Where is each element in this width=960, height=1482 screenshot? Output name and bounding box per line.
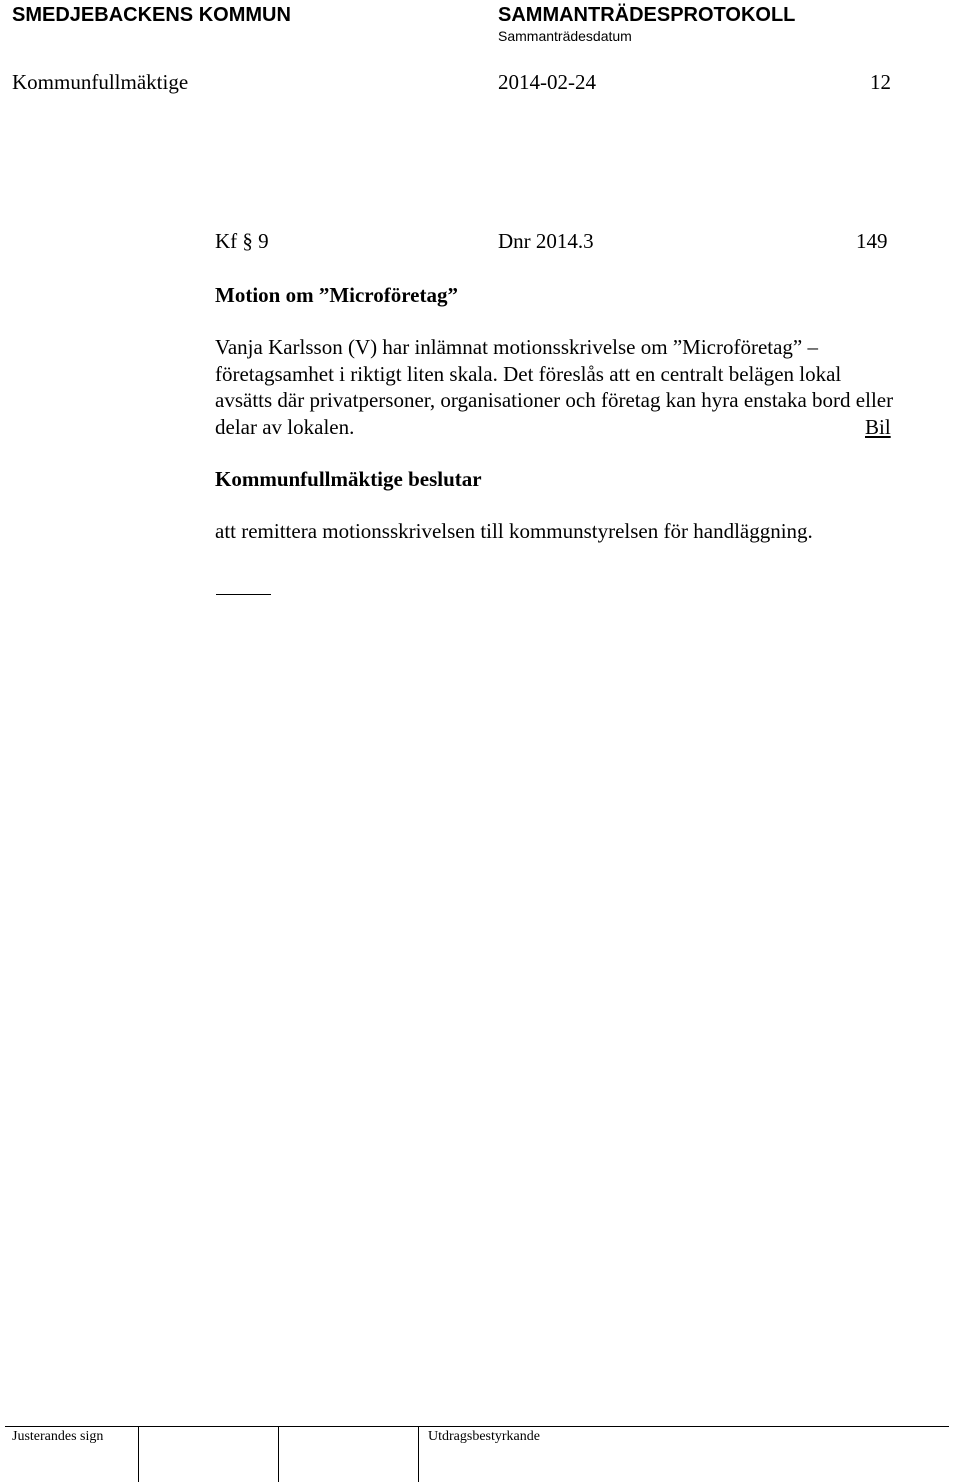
section-body — [215, 334, 960, 440]
body-line: företagsamhet i riktigt liten skala. Det föreslås att en centralt belägen lokal — [215, 361, 842, 386]
footer — [0, 1426, 960, 1482]
section-number: Kf § 9 — [215, 229, 269, 253]
footer-justerandes-sign: Justerandes sign — [12, 1429, 104, 1444]
meeting-date-caption: Sammanträdesdatum — [498, 28, 632, 44]
attachment-link[interactable]: Bil — [865, 414, 891, 439]
section-title: Motion om ”Microföretag” — [215, 283, 458, 307]
body-line-last — [215, 414, 960, 441]
body-name: Kommunfullmäktige — [12, 70, 189, 94]
decision-text: att remittera motionsskrivelsen till kommunstyrelsen för handläggning. — [215, 519, 813, 543]
page-number: 12 — [870, 70, 891, 94]
decision-heading: Kommunfullmäktige beslutar — [215, 467, 482, 491]
footer-divider — [278, 1426, 279, 1482]
body-line: avsätts där privatpersoner, organisationer och företag kan hyra enstaka bord eller — [215, 388, 894, 412]
footer-rule — [5, 1426, 949, 1427]
footer-divider — [138, 1426, 139, 1482]
meeting-date: 2014-02-24 — [498, 70, 596, 94]
footer-utdragsbestyrkande: Utdragsbestyrkande — [428, 1429, 540, 1444]
diary-number: Dnr 2014.3 — [498, 229, 594, 253]
document-type: SAMMANTRÄDESPROTOKOLL — [498, 4, 796, 26]
body-line: delar av lokalen. — [215, 414, 355, 439]
body-line: Vanja Karlsson (V) har inlämnat motionsskrivelse om ”Microföretag” – — [215, 335, 819, 359]
end-of-section-rule — [216, 594, 271, 595]
diary-sub-number: 149 — [856, 229, 888, 253]
organization-name: SMEDJEBACKENS KOMMUN — [12, 4, 291, 26]
footer-divider — [418, 1426, 419, 1482]
